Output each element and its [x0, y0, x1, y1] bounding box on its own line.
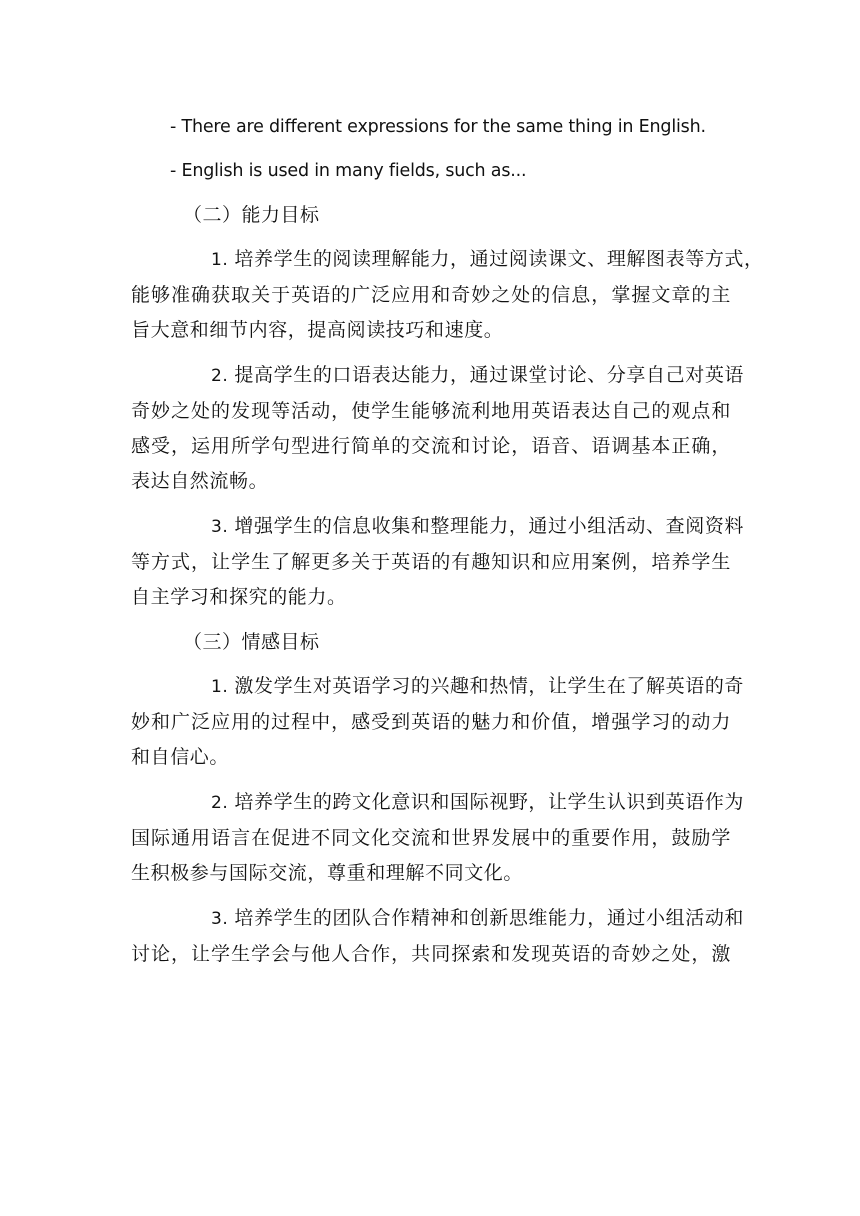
ability-item-3 [131, 509, 745, 615]
paragraph-line: 和自信心。 [131, 746, 230, 768]
paragraph-line: 能够准确获取关于英语的广泛应用和奇妙之处的信息，掌握文章的主 [131, 284, 731, 306]
paragraph-line: 妙和广泛应用的过程中，感受到英语的魅力和价值，增强学习的动力 [131, 711, 731, 733]
paragraph-line: 表达自然流畅。 [131, 470, 269, 492]
emotion-item-3 [131, 901, 745, 972]
item-number: 2. [211, 366, 229, 386]
ability-item-2 [131, 358, 745, 499]
line-text: 培养学生的跨文化意识和国际视野，让学生认识到英语作为 [234, 791, 745, 813]
line-text: 培养学生的阅读理解能力，通过阅读课文、理解图表等方式， [234, 248, 764, 270]
paragraph-line [131, 242, 764, 278]
ability-item-1 [131, 242, 764, 348]
section-heading-ability: （二）能力目标 [183, 204, 320, 226]
item-number: 1. [211, 677, 229, 697]
paragraph-line [131, 509, 745, 545]
bullet-line: - There are different expressions for the same thing in English. [170, 117, 706, 137]
item-number: 1. [211, 250, 229, 270]
paragraph-line [131, 358, 745, 394]
paragraph-line: 等方式，让学生了解更多关于英语的有趣知识和应用案例，培养学生 [131, 551, 731, 573]
bullet-line: - English is used in many fields, such as... [170, 161, 527, 181]
paragraph-line: 讨论，让学生学会与他人合作，共同探索和发现英语的奇妙之处，激 [131, 943, 731, 965]
line-text: 激发学生对英语学习的兴趣和热情，让学生在了解英语的奇 [234, 675, 745, 697]
item-number: 3. [211, 909, 229, 929]
paragraph-line: 自主学习和探究的能力。 [131, 586, 347, 608]
emotion-item-2 [131, 785, 745, 891]
paragraph-line: 国际通用语言在促进不同文化交流和世界发展中的重要作用，鼓励学 [131, 827, 731, 849]
item-number: 3. [211, 517, 229, 537]
item-number: 2. [211, 793, 229, 813]
paragraph-line [131, 669, 745, 705]
line-text: 提高学生的口语表达能力，通过课堂讨论、分享自己对英语 [234, 364, 745, 386]
paragraph-line [131, 901, 745, 937]
emotion-item-1 [131, 669, 745, 775]
paragraph-line: 生积极参与国际交流，尊重和理解不同文化。 [131, 862, 524, 884]
paragraph-line: 感受，运用所学句型进行简单的交流和讨论，语音、语调基本正确， [131, 435, 731, 457]
line-text: 培养学生的团队合作精神和创新思维能力，通过小组活动和 [234, 907, 745, 929]
paragraph-line [131, 785, 745, 821]
document-body [131, 110, 764, 982]
paragraph-line: 旨大意和细节内容，提高阅读技巧和速度。 [131, 319, 504, 341]
section-heading-emotion: （三）情感目标 [183, 631, 320, 653]
paragraph-line: 奇妙之处的发现等活动，使学生能够流利地用英语表达自己的观点和 [131, 400, 731, 422]
line-text: 增强学生的信息收集和整理能力，通过小组活动、查阅资料 [234, 515, 745, 537]
